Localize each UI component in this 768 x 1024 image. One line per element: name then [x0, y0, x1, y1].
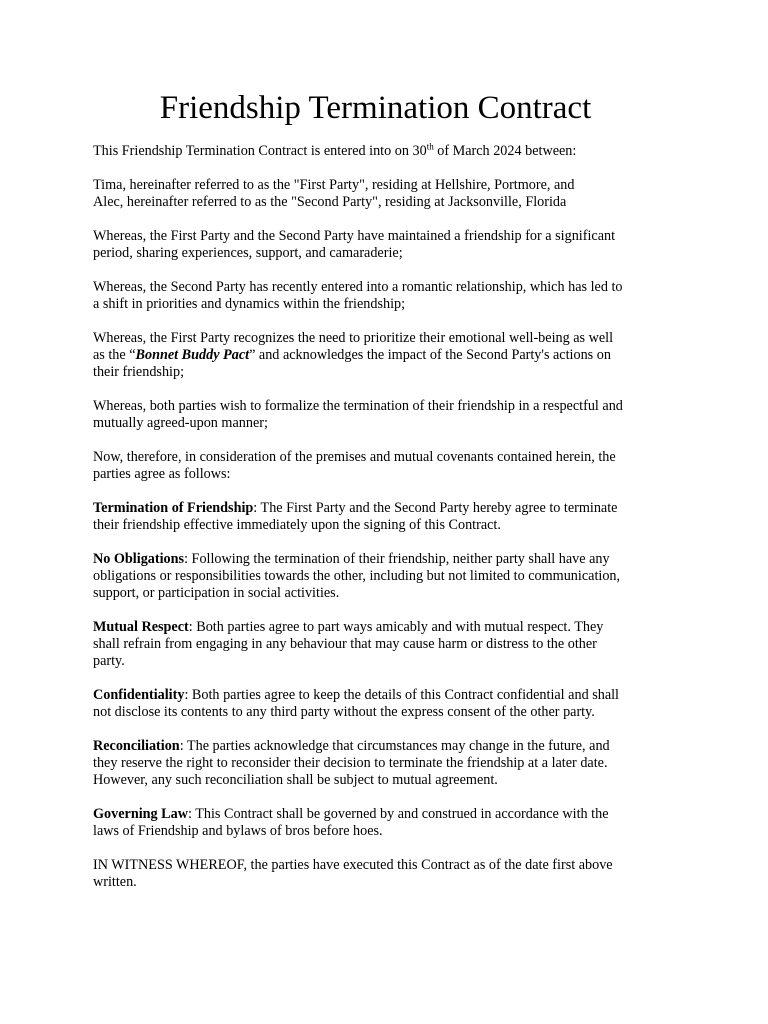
clause-governing-law: [93, 806, 678, 840]
text-line: obligations or responsibilities towards the other, including but not limited to communication,: [93, 568, 621, 584]
first-party-line: Tima, hereinafter referred to as the "First Party", residing at Hellshire, Portmore, and: [93, 177, 575, 193]
text-line: their friendship;: [93, 364, 185, 380]
text-line: Governing Law: This Contract shall be governed by and construed in accordance with the: [93, 806, 609, 822]
text-line: mutually agreed-upon manner;: [93, 415, 268, 431]
clause-confidentiality: [93, 687, 678, 721]
text-line: laws of Friendship and bylaws of bros before hoes.: [93, 823, 383, 839]
text-line: shall refrain from engaging in any behaviour that may cause harm or distress to the other: [93, 636, 597, 652]
text-line: they reserve the right to reconsider their decision to terminate the friendship at a later date.: [93, 755, 608, 771]
clause-heading: Reconciliation: [93, 738, 180, 754]
text-line: a shift in priorities and dynamics within the friendship;: [93, 296, 406, 312]
text-line: No Obligations: Following the termination of their friendship, neither party shall have any: [93, 551, 610, 567]
text-line: not disclose its contents to any third party without the express consent of the other party.: [93, 704, 595, 720]
now-therefore-paragraph: [93, 449, 678, 483]
text-line: party.: [93, 653, 125, 669]
text-line: as the “Bonnet Buddy Pact” and acknowledges the impact of the Second Party's actions on: [93, 347, 611, 363]
text-line: support, or participation in social activities.: [93, 585, 340, 601]
text-line: Termination of Friendship: The First Party and the Second Party hereby agree to terminate: [93, 500, 618, 516]
clause-no-obligations: [93, 551, 678, 602]
text-line: Whereas, the First Party and the Second Party have maintained a friendship for a significant: [93, 228, 616, 244]
text-line: IN WITNESS WHEREOF, the parties have executed this Contract as of the date first above: [93, 857, 613, 873]
whereas-paragraph-3: [93, 330, 678, 381]
text-line: parties agree as follows:: [93, 466, 231, 482]
text-line: Whereas, the First Party recognizes the need to prioritize their emotional well-being as well: [93, 330, 614, 346]
clause-heading: Governing Law: [93, 806, 188, 822]
intro-paragraph: [93, 143, 678, 160]
text-line: Whereas, the Second Party has recently entered into a romantic relationship, which has led to: [93, 279, 623, 295]
clause-mutual-respect: [93, 619, 678, 670]
whereas-paragraph-4: [93, 398, 678, 432]
clause-termination-of-friendship: [93, 500, 678, 534]
text-line: period, sharing experiences, support, and camaraderie;: [93, 245, 403, 261]
clause-heading: No Obligations: [93, 551, 185, 567]
whereas-paragraph-2: [93, 279, 678, 313]
document-page: [93, 88, 678, 908]
date-ordinal-suffix: th: [426, 141, 434, 152]
text-line: their friendship effective immediately upon the signing of this Contract.: [93, 517, 501, 533]
clause-heading: Confidentiality: [93, 687, 185, 703]
witness-paragraph: [93, 857, 678, 891]
pact-name: Bonnet Buddy Pact: [135, 347, 250, 363]
text-line: However, any such reconciliation shall be subject to mutual agreement.: [93, 772, 498, 788]
text-line: Mutual Respect: Both parties agree to part ways amicably and with mutual respect. They: [93, 619, 604, 635]
text-line: Whereas, both parties wish to formalize the termination of their friendship in a respectful and: [93, 398, 623, 414]
text-line: Reconciliation: The parties acknowledge that circumstances may change in the future, and: [93, 738, 610, 754]
text-line: Now, therefore, in consideration of the premises and mutual covenants contained herein, the: [93, 449, 616, 465]
intro-line: This Friendship Termination Contract is entered into on 30th of March 2024 between:: [93, 141, 577, 159]
second-party-line: Alec, hereinafter referred to as the "Second Party", residing at Jacksonville, Florida: [93, 194, 567, 210]
text-line: Confidentiality: Both parties agree to keep the details of this Contract confidential and shall: [93, 687, 619, 703]
parties-paragraph: [93, 177, 678, 211]
whereas-paragraph-1: [93, 228, 678, 262]
clause-heading: Mutual Respect: [93, 619, 189, 635]
document-title: Friendship Termination Contract: [159, 90, 592, 126]
clause-reconciliation: [93, 738, 678, 789]
clause-heading: Termination of Friendship: [93, 500, 254, 516]
text-line: written.: [93, 874, 137, 890]
